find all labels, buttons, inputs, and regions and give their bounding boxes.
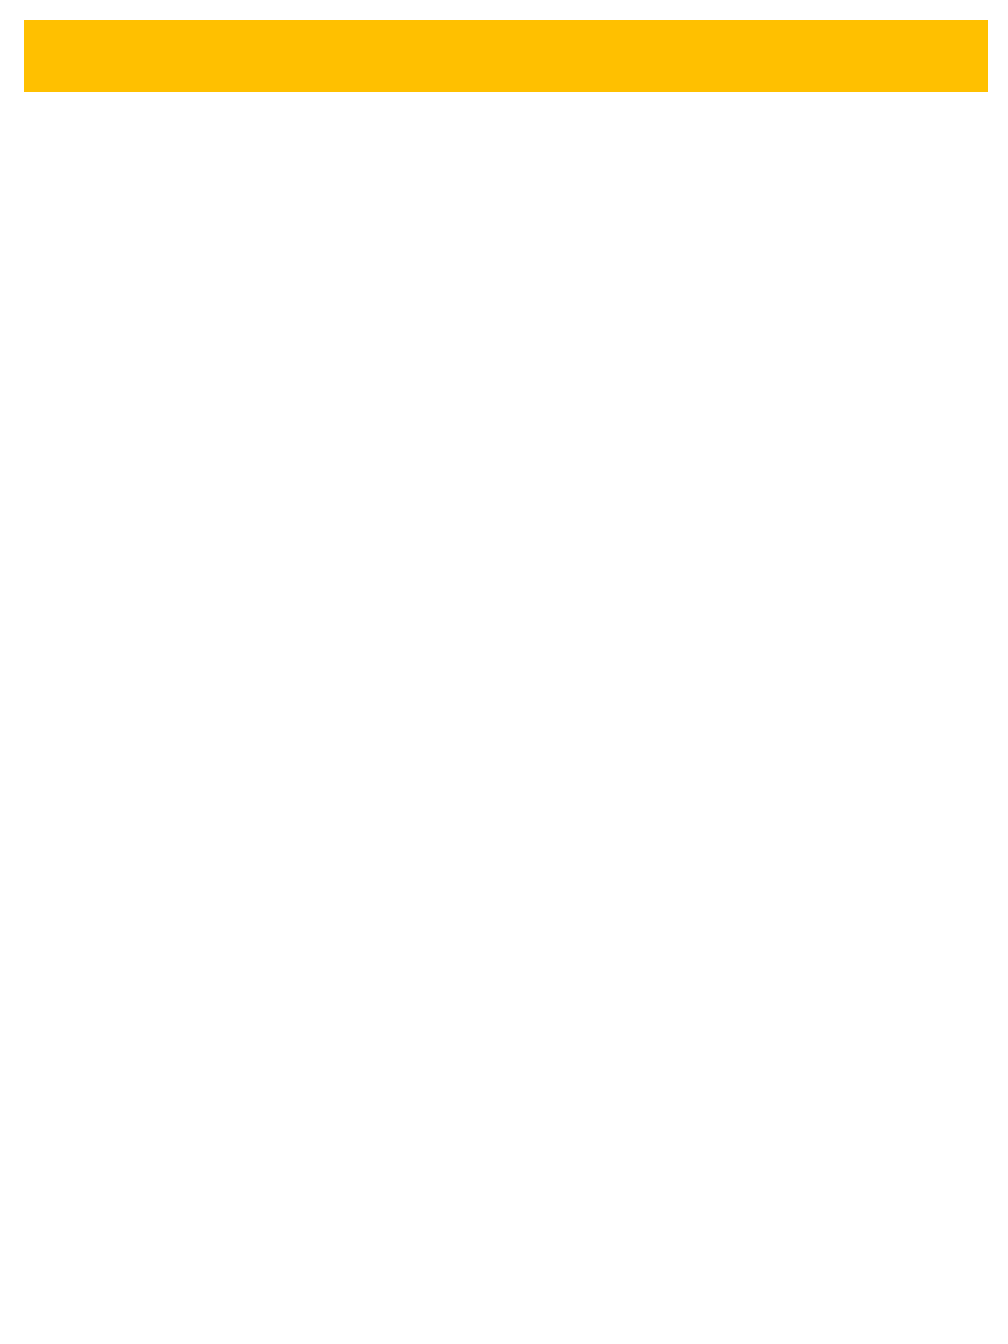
title-banner: [24, 20, 988, 92]
notes-panel: [622, 793, 1002, 909]
note-absence: [622, 793, 1002, 807]
note-changes: [622, 822, 1002, 836]
note-junior-capacity: [622, 880, 1002, 894]
note-adult-capacity: [622, 851, 1002, 865]
